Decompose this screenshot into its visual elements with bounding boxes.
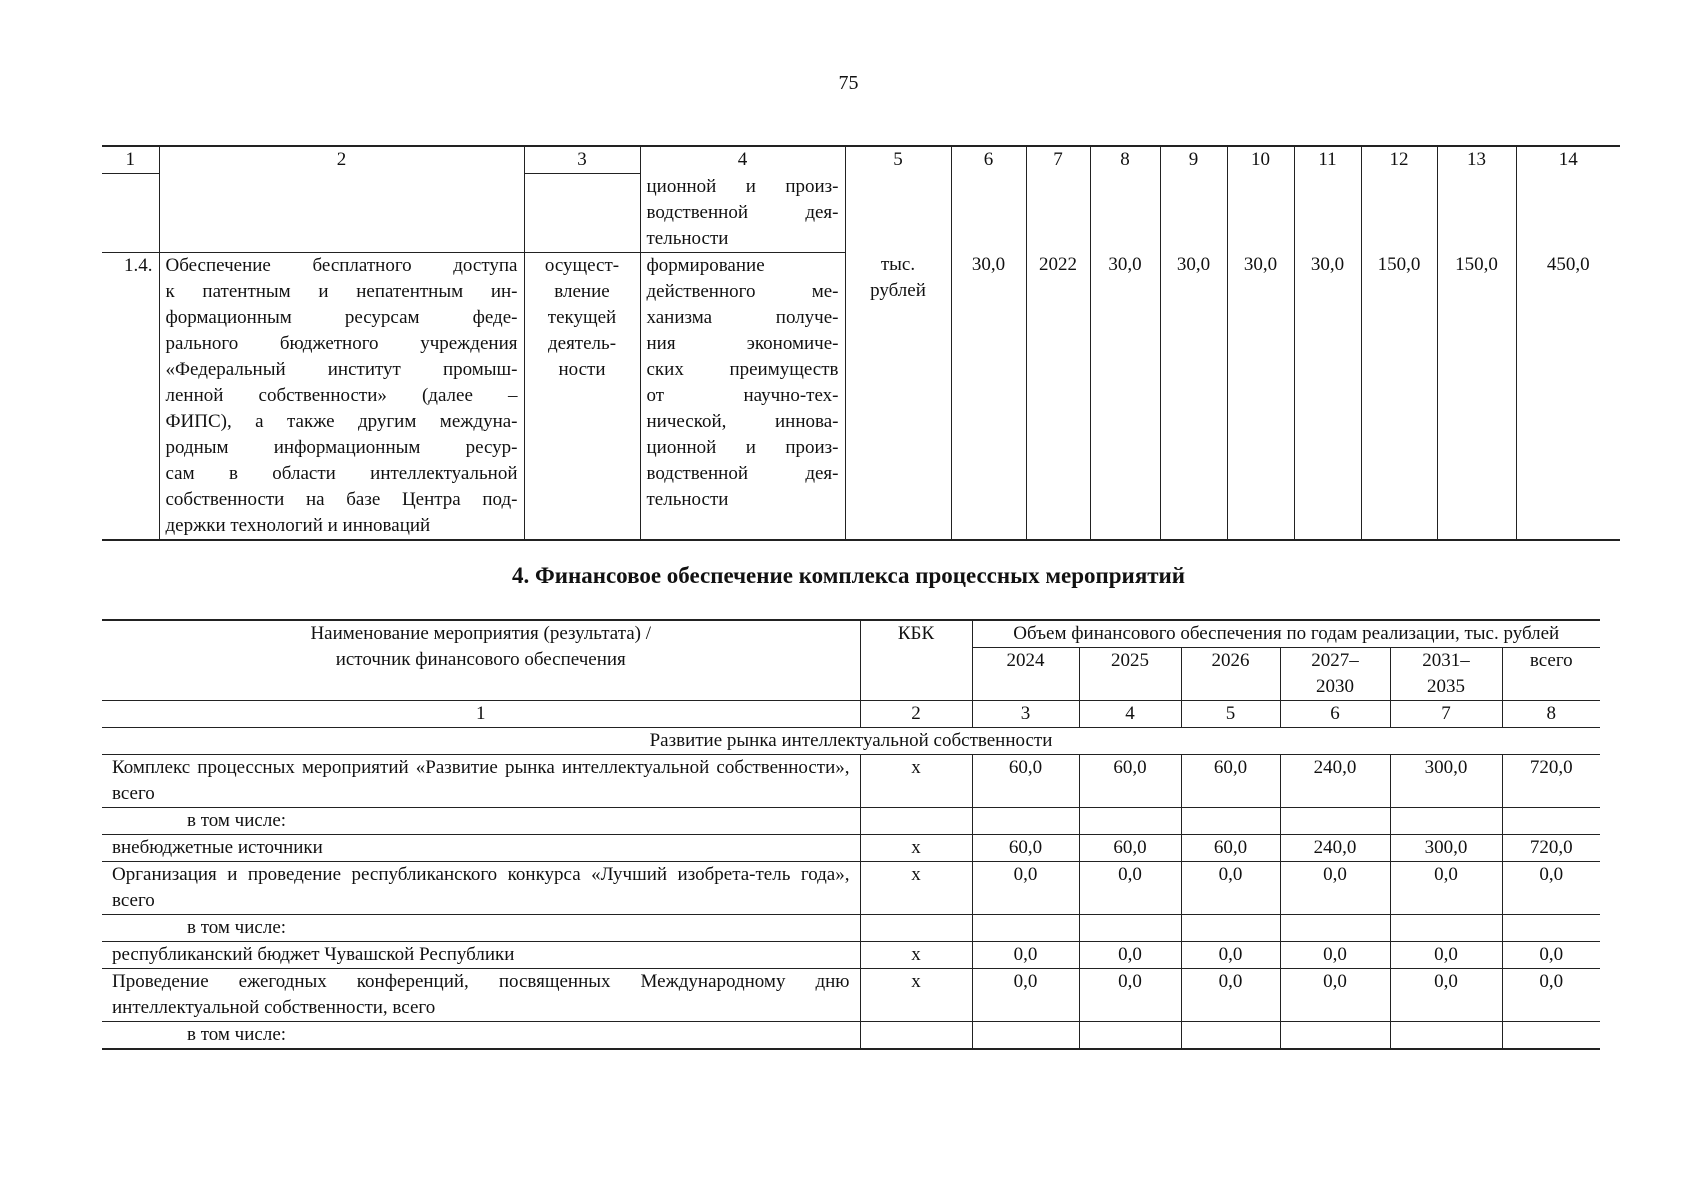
table-row (102, 835, 1600, 862)
result-cell: формирование действенного ме- ханизма получе- ния экономиче- ских преимуществ от научно-тех- нической, иннова- ционной и произ- водственной дея- тельности (640, 252, 845, 540)
kbk-cell (860, 915, 972, 942)
value-cell: 60,0 (1181, 835, 1280, 862)
row-name: республиканский бюджет Чувашской Республики (102, 942, 860, 969)
value-cell: 450,0 (1516, 252, 1620, 540)
value-cell: 30,0 (1090, 252, 1160, 540)
row-name: Проведение ежегодных конференций, посвященных Международному дню интеллектуальной собственности, всего (102, 969, 860, 1022)
value-cell: 60,0 (1079, 835, 1181, 862)
kbk-cell (860, 1022, 972, 1050)
group-title-row (102, 728, 1600, 755)
kbk-cell: х (860, 862, 972, 915)
col-number: 5 (1181, 701, 1280, 728)
subtotal-label: в том числе: (102, 1022, 860, 1050)
value-cell: 150,0 (1437, 252, 1516, 540)
col-number: 10 (1227, 146, 1294, 174)
kbk-header: КБК (860, 620, 972, 701)
row-name: Комплекс процессных мероприятий «Развитие рынка интеллектуальной собственности», всего (102, 755, 860, 808)
value-cell: 0,0 (1280, 862, 1390, 915)
col-number: 8 (1090, 146, 1160, 174)
activity-name-cell: Обеспечение бесплатного доступа к патентным и непатентным ин- формационным ресурсам феде- рального бюджетного учреждения «Федеральный институт промыш- ленной собственности» (далее – ФИПС), а также другим междуна- родным информационным ресур- сам в области интеллектуальной собственности на базе Центра под- держки технологий и инноваций (159, 252, 524, 540)
value-cell: 720,0 (1502, 755, 1600, 808)
value-cell: 30,0 (951, 252, 1026, 540)
page-number: 75 (838, 72, 859, 94)
table-row (102, 174, 1620, 253)
value-cell (1390, 915, 1502, 942)
kbk-cell: х (860, 755, 972, 808)
table-row (102, 808, 1600, 835)
col-number: 2 (159, 146, 524, 174)
value-cell: 0,0 (1390, 942, 1502, 969)
value-cell: 30,0 (1294, 252, 1361, 540)
activities-table (102, 145, 1620, 541)
col-number: 7 (1390, 701, 1502, 728)
value-cell (1079, 808, 1181, 835)
table-row (102, 915, 1600, 942)
col-number: 12 (1361, 146, 1437, 174)
subtotal-label: в том числе: (102, 915, 860, 942)
value-cell: 150,0 (1361, 252, 1437, 540)
group-title: Развитие рынка интеллектуальной собственности (102, 728, 1600, 755)
column-number-row (102, 701, 1600, 728)
section-title: 4. Финансовое обеспечение комплекса процессных мероприятий (511, 563, 1186, 588)
col-number: 4 (640, 146, 845, 174)
value-cell: 0,0 (1390, 969, 1502, 1022)
value-cell (1181, 808, 1280, 835)
value-cell: 240,0 (1280, 835, 1390, 862)
row-number: 1.4. (102, 252, 159, 540)
value-cell: 0,0 (1181, 969, 1280, 1022)
volume-header: Объем финансового обеспечения по годам реализации, тыс. рублей (972, 620, 1600, 648)
table-row (102, 755, 1600, 808)
unit-cell: тыс. рублей (845, 252, 951, 540)
value-cell: 0,0 (1181, 862, 1280, 915)
activity-type-cell: осущест- вление текущей деятель- ности (524, 252, 640, 540)
value-cell: 0,0 (1502, 942, 1600, 969)
value-cell: 720,0 (1502, 835, 1600, 862)
value-cell: 60,0 (1181, 755, 1280, 808)
total-header: всего (1502, 648, 1600, 701)
value-cell (1502, 915, 1600, 942)
value-cell: 30,0 (1227, 252, 1294, 540)
col-number: 9 (1160, 146, 1227, 174)
financing-table (102, 619, 1600, 1050)
table-row (102, 1022, 1600, 1050)
col-number: 3 (972, 701, 1079, 728)
value-cell (1079, 915, 1181, 942)
value-cell: 0,0 (1181, 942, 1280, 969)
value-cell: 0,0 (1079, 942, 1181, 969)
year-header: 2026 (1181, 648, 1280, 701)
kbk-cell (860, 808, 972, 835)
value-cell (1280, 915, 1390, 942)
col-number: 11 (1294, 146, 1361, 174)
value-cell: 2022 (1026, 252, 1090, 540)
value-cell (1280, 808, 1390, 835)
col-number: 5 (845, 146, 951, 174)
value-cell: 0,0 (1390, 862, 1502, 915)
value-cell: 240,0 (1280, 755, 1390, 808)
col-number: 4 (1079, 701, 1181, 728)
value-cell (972, 915, 1079, 942)
value-cell: 60,0 (1079, 755, 1181, 808)
table-row (102, 252, 1620, 540)
value-cell: 0,0 (1280, 969, 1390, 1022)
kbk-cell: х (860, 835, 972, 862)
table-row (102, 862, 1600, 915)
column-number-row (102, 146, 1620, 174)
value-cell: 0,0 (1280, 942, 1390, 969)
name-header: Наименование мероприятия (результата) / источник финансового обеспечения (102, 620, 860, 701)
kbk-cell: х (860, 969, 972, 1022)
value-cell (972, 808, 1079, 835)
col-number: 13 (1437, 146, 1516, 174)
result-cell: ционной и произ- водственной дея- тельности (640, 174, 845, 253)
value-cell (1502, 1022, 1600, 1050)
value-cell (1502, 808, 1600, 835)
col-number: 6 (1280, 701, 1390, 728)
year-header: 2031–2035 (1390, 648, 1502, 701)
kbk-cell: х (860, 942, 972, 969)
col-number: 14 (1516, 146, 1620, 174)
value-cell: 60,0 (972, 835, 1079, 862)
value-cell: 300,0 (1390, 835, 1502, 862)
table-row (102, 969, 1600, 1022)
year-header: 2027–2030 (1280, 648, 1390, 701)
value-cell: 0,0 (1079, 862, 1181, 915)
col-number: 2 (860, 701, 972, 728)
value-cell (972, 1022, 1079, 1050)
col-number: 1 (102, 701, 860, 728)
financing-rows (102, 755, 1600, 1050)
year-header: 2024 (972, 648, 1079, 701)
value-cell (1181, 1022, 1280, 1050)
row-name: Организация и проведение республиканского конкурса «Лучший изобрета-тель года», всего (102, 862, 860, 915)
value-cell (1181, 915, 1280, 942)
col-number: 8 (1502, 701, 1600, 728)
col-number: 6 (951, 146, 1026, 174)
value-cell: 0,0 (972, 942, 1079, 969)
col-number: 1 (102, 146, 159, 174)
value-cell (1390, 1022, 1502, 1050)
value-cell: 0,0 (1502, 862, 1600, 915)
year-header: 2025 (1079, 648, 1181, 701)
value-cell (1079, 1022, 1181, 1050)
value-cell: 0,0 (1502, 969, 1600, 1022)
col-number: 7 (1026, 146, 1090, 174)
row-name: внебюджетные источники (102, 835, 860, 862)
value-cell (1280, 1022, 1390, 1050)
value-cell: 0,0 (1079, 969, 1181, 1022)
value-cell (1390, 808, 1502, 835)
subtotal-label: в том числе: (102, 808, 860, 835)
table-row (102, 942, 1600, 969)
value-cell: 0,0 (972, 862, 1079, 915)
header-row (102, 620, 1600, 648)
value-cell: 0,0 (972, 969, 1079, 1022)
col-number: 3 (524, 146, 640, 174)
value-cell: 60,0 (972, 755, 1079, 808)
value-cell: 300,0 (1390, 755, 1502, 808)
value-cell: 30,0 (1160, 252, 1227, 540)
